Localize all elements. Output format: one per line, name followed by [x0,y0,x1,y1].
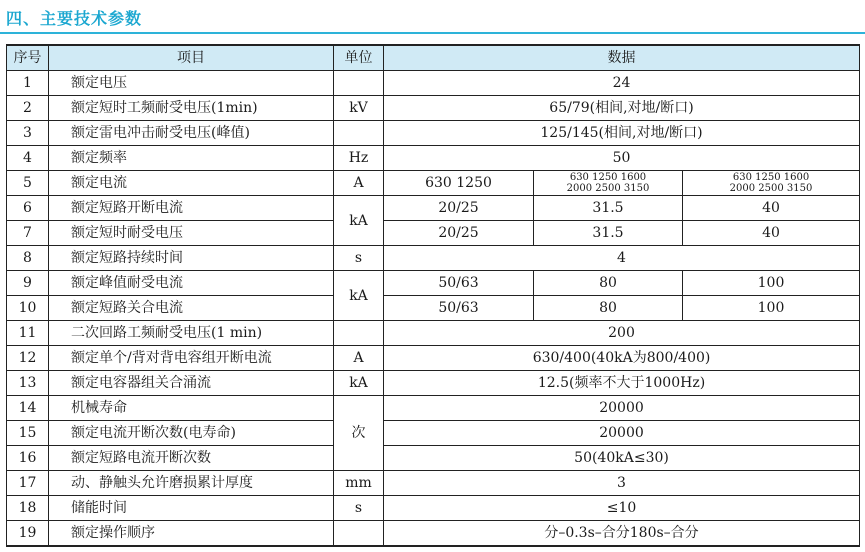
row-value-col1: 20/25 [384,196,534,221]
row-value: 3 [384,471,860,496]
table-row [7,421,860,446]
row-unit: mm [334,471,384,496]
spec-table [6,44,860,547]
row-value-col3: 40 [683,221,860,246]
row-no: 2 [7,96,49,121]
row-unit: kA [334,196,384,246]
row-value-col3: 100 [683,271,860,296]
row-value-col1: 20/25 [384,221,534,246]
row-no: 8 [7,246,49,271]
row-no: 17 [7,471,49,496]
row-value: 分–0.3s–合分180s–合分 [384,521,860,547]
row-unit [334,321,384,346]
table-row [7,296,860,321]
row-item: 额定雷电冲击耐受电压(峰值) [49,121,334,146]
row-value-col1: 630 1250 [384,171,534,196]
table-row [7,221,860,246]
row-no: 12 [7,346,49,371]
table-row [7,396,860,421]
row-item: 额定短时工频耐受电压(1min) [49,96,334,121]
row-value: 630/400(40kA为800/400) [384,346,860,371]
header-data: 数据 [384,45,860,71]
row-unit: A [334,171,384,196]
row-value: 20000 [384,396,860,421]
row-item: 额定单个/背对背电容组开断电流 [49,346,334,371]
table-row [7,146,860,171]
row-unit: s [334,246,384,271]
row-item: 额定短路持续时间 [49,246,334,271]
row-value: 12.5(频率不大于1000Hz) [384,371,860,396]
row-item: 额定电压 [49,71,334,96]
title-divider [0,32,865,34]
row-no: 10 [7,296,49,321]
row-item: 二次回路工频耐受电压(1 min) [49,321,334,346]
row-value: 24 [384,71,860,96]
row-item: 额定电流 [49,171,334,196]
row-no: 19 [7,521,49,547]
row-value-col2 [534,171,683,196]
row-value: 200 [384,321,860,346]
row-item: 额定频率 [49,146,334,171]
row-no: 11 [7,321,49,346]
row-value-col2: 31.5 [534,221,683,246]
table-row [7,171,860,196]
value-line: 2000 2500 3150 [566,183,650,194]
table-row [7,96,860,121]
row-item: 额定电容器组关合涌流 [49,371,334,396]
row-value-col3 [683,171,860,196]
row-item: 额定电流开断次数(电寿命) [49,421,334,446]
row-item: 额定短时耐受电压 [49,221,334,246]
row-unit: kV [334,96,384,121]
row-no: 4 [7,146,49,171]
row-no: 15 [7,421,49,446]
row-unit: 次 [334,396,384,471]
row-no: 3 [7,121,49,146]
value-line: 630 1250 1600 [569,172,647,183]
row-value-col3: 100 [683,296,860,321]
row-item: 机械寿命 [49,396,334,421]
row-value: 20000 [384,421,860,446]
row-value-col1: 50/63 [384,271,534,296]
table-row [7,371,860,396]
table-row [7,71,860,96]
header-item: 项目 [49,45,334,71]
row-no: 16 [7,446,49,471]
page-title: 四、主要技术参数 [6,9,143,28]
row-item: 储能时间 [49,496,334,521]
row-no: 1 [7,71,49,96]
row-value: 65/79(相间,对地/断口) [384,96,860,121]
row-value-col1: 50/63 [384,296,534,321]
value-line: 2000 2500 3150 [729,183,813,194]
row-item: 额定短路开断电流 [49,196,334,221]
row-item: 额定操作顺序 [49,521,334,547]
table-row [7,446,860,471]
row-value-col3: 40 [683,196,860,221]
row-value: 50 [384,146,860,171]
row-no: 5 [7,171,49,196]
row-no: 13 [7,371,49,396]
row-unit: kA [334,271,384,321]
row-value-col2: 31.5 [534,196,683,221]
row-value: 4 [384,246,860,271]
row-no: 18 [7,496,49,521]
row-no: 9 [7,271,49,296]
table-header-row [7,45,860,71]
row-unit [334,71,384,96]
value-line: 630 1250 1600 [732,172,810,183]
row-no: 7 [7,221,49,246]
table-row [7,121,860,146]
row-no: 6 [7,196,49,221]
row-no: 14 [7,396,49,421]
row-unit: A [334,346,384,371]
row-unit: s [334,496,384,521]
header-no: 序号 [7,45,49,71]
row-value-col2: 80 [534,271,683,296]
row-unit: Hz [334,146,384,171]
row-value: ≤10 [384,496,860,521]
row-value: 125/145(相间,对地/断口) [384,121,860,146]
table-row [7,471,860,496]
row-unit: kA [334,371,384,396]
row-item: 动、静触头允许磨损累计厚度 [49,471,334,496]
table-row [7,496,860,521]
table-row [7,196,860,221]
table-row [7,346,860,371]
row-unit [334,521,384,547]
header-unit: 单位 [334,45,384,71]
row-value-col2: 80 [534,296,683,321]
row-item: 额定峰值耐受电流 [49,271,334,296]
row-item: 额定短路电流开断次数 [49,446,334,471]
table-row [7,246,860,271]
row-value: 50(40kA≤30) [384,446,860,471]
table-row [7,271,860,296]
row-unit [334,121,384,146]
table-row [7,521,860,547]
table-row [7,321,860,346]
row-item: 额定短路关合电流 [49,296,334,321]
